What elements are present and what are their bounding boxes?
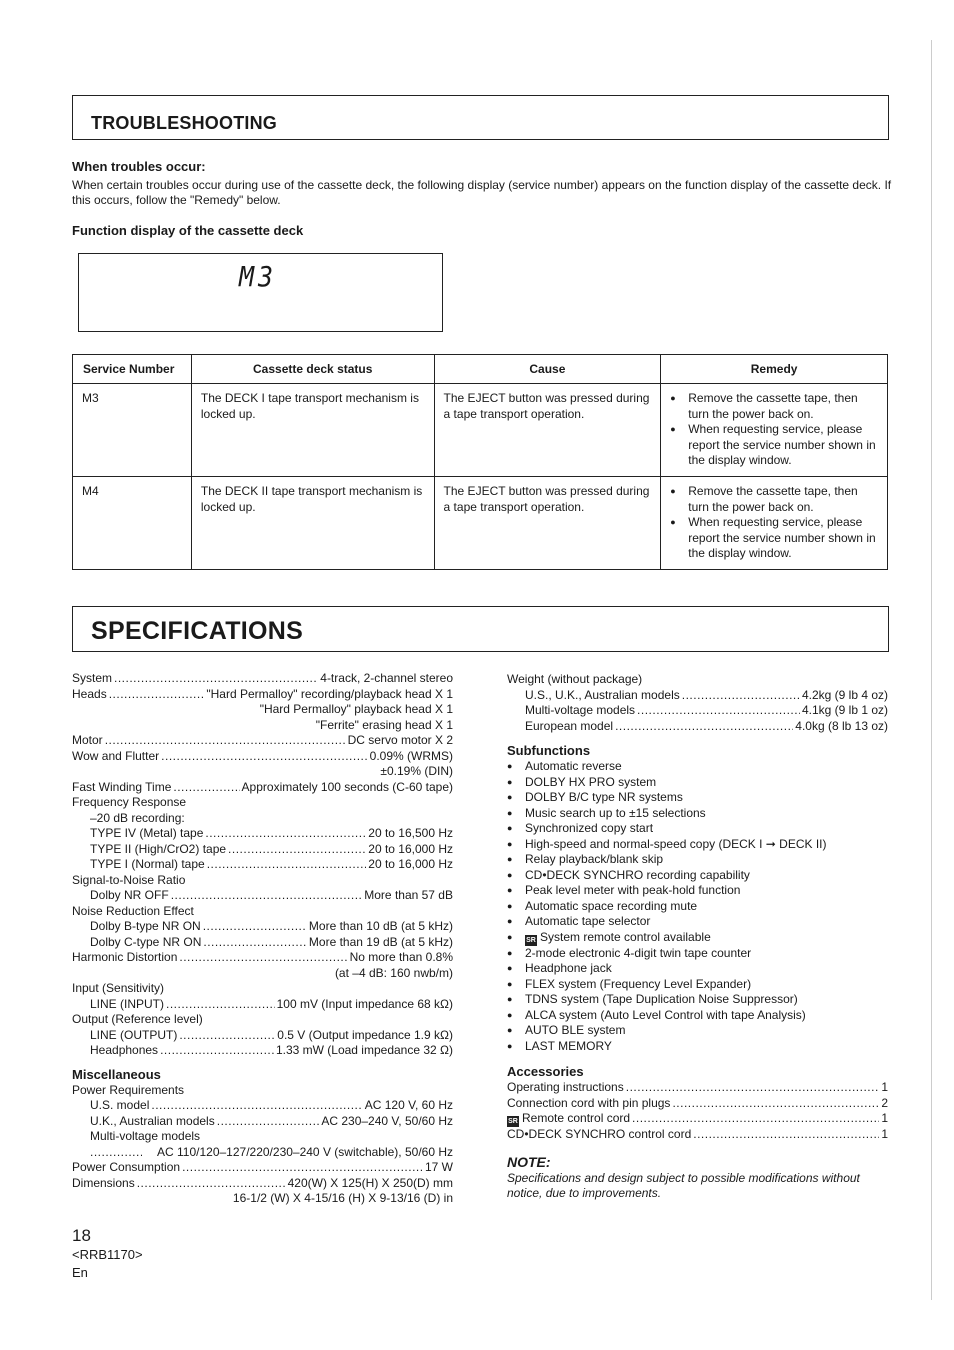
- remedy-item: ● Remove the cassette tape, then turn the power back on.: [670, 391, 879, 422]
- list-item: ● AUTO BLE system: [507, 1023, 888, 1039]
- spec-label: Wow and Flutter: [72, 748, 160, 763]
- list-item: ● Synchronized copy start: [507, 821, 888, 837]
- spec-value: 0.5 V (Output impedance 1.9 kΩ): [277, 1027, 453, 1042]
- miscellaneous-heading: Miscellaneous: [72, 1066, 161, 1082]
- spec-label: Remote control cord: [522, 1111, 631, 1125]
- spec-label: European model: [525, 718, 614, 733]
- accessory-item: [507, 1111, 888, 1127]
- spec-nre-item: [72, 919, 453, 935]
- spec-snr-item: [72, 888, 453, 904]
- spec-label: Operating instructions: [507, 1080, 624, 1094]
- spec-value: 4.1kg (9 lb 1 oz): [801, 703, 888, 717]
- remedy-item: ● Remove the cassette tape, then turn the power back on.: [670, 484, 879, 515]
- troubleshooting-header-box: [72, 95, 889, 140]
- spec-label: Heads: [72, 686, 107, 701]
- spec-motor: [72, 733, 453, 749]
- spec-label: Output (Reference level): [72, 1012, 203, 1026]
- cell-deck-status: The DECK I tape transport mechanism is locked up.: [191, 384, 434, 477]
- spec-value: 0.09% (WRMS): [369, 748, 453, 763]
- spec-value: 4.2kg (9 lb 4 oz): [801, 687, 888, 702]
- spec-nre-item: [72, 935, 453, 951]
- spec-label: LINE (INPUT): [90, 996, 165, 1011]
- spec-value: 17 W: [424, 1160, 453, 1174]
- header-remedy: Remedy: [661, 355, 888, 384]
- spec-label: U.S. model: [90, 1098, 150, 1112]
- spec-label: Noise Reduction Effect: [72, 903, 194, 918]
- accessory-item: [507, 1127, 888, 1143]
- list-item: ● FLEX system (Frequency Level Expander): [507, 977, 888, 993]
- note-text: Specifications and design subject to possible modifications without notice, due to improvements.: [507, 1170, 860, 1200]
- cell-cause: The EJECT button was pressed during a tape transport operation.: [434, 477, 661, 570]
- when-troubles-heading: When troubles occur:: [72, 159, 206, 174]
- cell-service-number: M3: [73, 384, 192, 477]
- spec-power-uk: [72, 1114, 453, 1130]
- spec-right-column: [507, 672, 888, 1202]
- spec-sublabel: –20 dB recording:: [90, 810, 185, 825]
- spec-value: DC servo motor X 2: [347, 733, 453, 747]
- spec-system: [72, 671, 453, 687]
- header-cause: Cause: [434, 355, 661, 384]
- subfunctions-list: [507, 759, 888, 1054]
- spec-value: 100 mV (Input impedance 68 kΩ): [276, 996, 453, 1011]
- spec-label: Multi-voltage models: [525, 703, 636, 717]
- spec-label: LINE (OUTPUT): [90, 1027, 178, 1042]
- spec-label: Motor: [72, 733, 103, 747]
- troubleshooting-table: [72, 354, 888, 570]
- spec-weight-item: [507, 719, 888, 735]
- spec-value: No more than 0.8%: [349, 950, 453, 964]
- list-item: ● 2-mode electronic 4-digit twin tape counter: [507, 946, 888, 962]
- spec-label: Connection cord with pin plugs: [507, 1095, 671, 1110]
- spec-label: Fast Winding Time: [72, 779, 172, 794]
- list-item: ● ALCA system (Auto Level Control with tape Analysis): [507, 1008, 888, 1024]
- language-code: En: [72, 1265, 88, 1280]
- spec-left-column: [72, 671, 453, 1207]
- spec-value: More than 10 dB (at 5 kHz): [308, 919, 453, 933]
- spec-value: 1: [881, 1080, 888, 1094]
- spec-label: Dimensions: [72, 1175, 135, 1190]
- list-item: ● CD•DECK SYNCHRO recording capability: [507, 868, 888, 884]
- list-item: ● Headphone jack: [507, 961, 888, 977]
- spec-value: More than 57 dB: [364, 888, 453, 902]
- spec-power-consumption: [72, 1160, 453, 1176]
- spec-weight-item: [507, 688, 888, 704]
- list-item: ● High-speed and normal-speed copy (DECK I ➞ DECK II): [507, 837, 888, 853]
- spec-value: "Ferrite" erasing head X 1: [315, 717, 453, 732]
- spec-value: More than 19 dB (at 5 kHz): [308, 934, 453, 949]
- spec-value: 20 to 16,000 Hz: [368, 841, 453, 856]
- spec-value: 16-1/2 (W) X 4-15/16 (H) X 9-13/16 (D) in: [232, 1191, 453, 1205]
- specifications-header-box: [72, 606, 889, 652]
- function-display-panel: [78, 253, 443, 332]
- spec-output-item: [72, 1043, 453, 1059]
- function-display-readout: M3: [239, 260, 278, 293]
- spec-label: Weight (without package): [507, 672, 643, 686]
- cell-cause: The EJECT button was pressed during a tape transport operation.: [434, 384, 661, 477]
- list-item: ● Automatic tape selector: [507, 914, 888, 930]
- accessories-heading: Accessories: [507, 1064, 584, 1079]
- spec-label: Headphones: [90, 1043, 159, 1057]
- spec-value: (at –4 dB: 160 nwb/m): [334, 965, 453, 980]
- spec-label: U.K., Australian models: [90, 1113, 215, 1128]
- spec-fast-winding: [72, 780, 453, 796]
- spec-freq-item: [72, 842, 453, 858]
- troubleshooting-intro: When certain troubles occur during use of the cassette deck, the following display (service number) appears on the function display of the cassette deck. If this occurs, follow the "Remedy" below.: [72, 178, 892, 207]
- system-remote-icon: SR: [508, 1118, 518, 1125]
- spec-label: System: [72, 671, 113, 685]
- spec-harmonic-distortion: [72, 950, 453, 966]
- table-row: [73, 477, 888, 570]
- spec-input-item: [72, 997, 453, 1013]
- spec-value: 420(W) X 125(H) X 250(D) mm: [287, 1175, 453, 1190]
- spec-dimensions: [72, 1176, 453, 1192]
- function-display-heading: Function display of the cassette deck: [72, 223, 304, 238]
- spec-value: 2: [881, 1095, 888, 1110]
- subfunctions-heading: Subfunctions: [507, 743, 591, 758]
- page-footer: [72, 1226, 143, 1282]
- spec-value: AC 230–240 V, 50/60 Hz: [321, 1113, 453, 1128]
- spec-label: Input (Sensitivity): [72, 981, 165, 995]
- list-item: ● Music search up to ±15 selections: [507, 806, 888, 822]
- cell-remedy: [661, 477, 888, 570]
- spec-label: Frequency Response: [72, 795, 187, 809]
- spec-wow-flutter: [72, 749, 453, 765]
- spec-label: CD•DECK SYNCHRO control cord: [507, 1127, 692, 1141]
- spec-freq-item: [72, 826, 453, 842]
- spec-label: U.S., U.K., Australian models: [525, 687, 680, 702]
- spec-freq-item: [72, 857, 453, 873]
- header-deck-status: Cassette deck status: [191, 355, 434, 384]
- spec-label: Dolby C-type NR ON: [90, 934, 202, 949]
- spec-label: Dolby B-type NR ON: [90, 919, 201, 933]
- troubleshooting-title: TROUBLESHOOTING: [91, 113, 277, 133]
- spec-value: "Hard Permalloy" playback head X 1: [259, 702, 453, 716]
- spec-power-multi: [72, 1145, 453, 1161]
- spec-value: Approximately 100 seconds (C-60 tape): [241, 779, 453, 794]
- spec-label: Signal-to-Noise Ratio: [72, 872, 186, 887]
- spec-value: 4.0kg (8 lb 13 oz): [795, 718, 888, 733]
- cell-deck-status: The DECK II tape transport mechanism is locked up.: [191, 477, 434, 570]
- cell-remedy: [661, 384, 888, 477]
- specifications-title: SPECIFICATIONS: [91, 617, 304, 645]
- page-number: 18: [72, 1226, 91, 1245]
- list-item: ● Relay playback/blank skip: [507, 852, 888, 868]
- document-code: <RRB1170>: [72, 1247, 143, 1262]
- spec-label: TYPE IV (Metal) tape: [90, 826, 204, 840]
- spec-label: Power Consumption: [72, 1160, 181, 1174]
- list-item: ● DOLBY HX PRO system: [507, 775, 888, 791]
- spec-value: "Hard Permalloy" recording/playback head X 1: [206, 686, 453, 701]
- note-heading: NOTE:: [507, 1153, 551, 1170]
- spec-label: Power Requirements: [72, 1082, 185, 1097]
- spec-value: 1: [881, 1111, 888, 1125]
- accessory-item: [507, 1080, 888, 1096]
- spec-value: 20 to 16,500 Hz: [368, 826, 453, 840]
- list-item-label: System remote control available: [540, 929, 711, 944]
- accessory-item: [507, 1096, 888, 1112]
- spec-value: AC 110/120–127/220/230–240 V (switchable), 50/60 Hz: [157, 1144, 453, 1159]
- list-item: ● Automatic reverse: [507, 759, 888, 775]
- spec-value: 4-track, 2-channel stereo: [320, 671, 453, 685]
- spec-value: 20 to 16,000 Hz: [368, 857, 453, 871]
- page-edge-divider: [931, 40, 932, 1300]
- spec-label: Harmonic Distortion: [72, 950, 178, 964]
- list-item: ● Peak level meter with peak-hold function: [507, 883, 888, 899]
- spec-output-item: [72, 1028, 453, 1044]
- spec-value: 1.33 mW (Load impedance 32 Ω): [275, 1043, 453, 1057]
- remedy-item: ● When requesting service, please report the service number shown in the display window.: [670, 422, 879, 469]
- system-remote-icon: SR: [526, 936, 536, 944]
- spec-value: ±0.19% (DIN): [380, 764, 453, 778]
- list-item: [507, 930, 888, 946]
- list-item: ● DOLBY B/C type NR systems: [507, 790, 888, 806]
- spec-heads: [72, 687, 453, 703]
- spec-label: Multi-voltage models: [90, 1129, 201, 1143]
- header-service-number: Service Number: [73, 355, 192, 384]
- list-item: ● LAST MEMORY: [507, 1039, 888, 1055]
- list-item: ● TDNS system (Tape Duplication Noise Suppressor): [507, 992, 888, 1008]
- spec-value: AC 120 V, 60 Hz: [364, 1098, 453, 1112]
- remedy-item: ● When requesting service, please report the service number shown in the display window.: [670, 515, 879, 562]
- table-row: [73, 384, 888, 477]
- spec-label: TYPE I (Normal) tape: [90, 857, 205, 871]
- cell-service-number: M4: [73, 477, 192, 570]
- spec-label: Dolby NR OFF: [90, 888, 169, 902]
- spec-value: 1: [881, 1127, 888, 1141]
- table-header-row: [73, 355, 888, 384]
- list-item: ● Automatic space recording mute: [507, 899, 888, 915]
- spec-weight-item: [507, 703, 888, 719]
- spec-label: TYPE II (High/CrO2) tape: [90, 841, 227, 856]
- spec-power-us: [72, 1098, 453, 1114]
